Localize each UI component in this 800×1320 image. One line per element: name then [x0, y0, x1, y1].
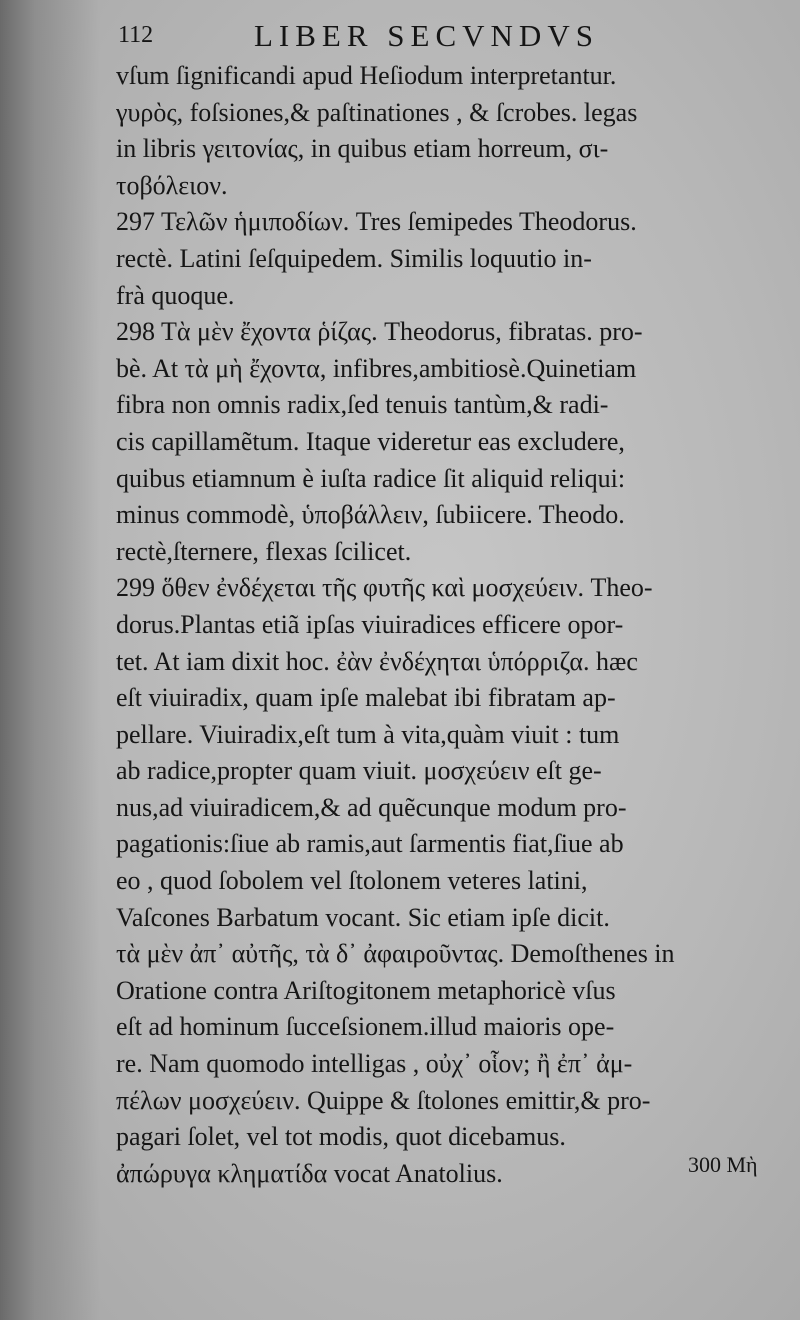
text-line: 298 Τὰ μὲν ἔχοντα ῥίζας. Theodorus, fibratas. pro- — [116, 317, 643, 347]
running-head — [118, 18, 678, 58]
text-line: re. Nam quomodo intelligas , οὐχ᾽ οἷον; ἢ ἐπ᾽ ἀμ- — [116, 1049, 633, 1079]
text-line: ἀπώρυγα κληματίδα vocat Anatolius. — [116, 1158, 503, 1188]
running-title: LIBER SECVNDVS — [254, 18, 599, 53]
text-line: vſum ſignificandi apud Heſiodum interpretantur. — [116, 61, 617, 90]
text-line: cis capillamẽtum. Itaque videretur eas excludere, — [116, 426, 625, 456]
text-line: rectè,ſternere, flexas ſcilicet. — [116, 536, 412, 566]
text-line: eſt ad hominum ſucceſsionem.illud maioris ope- — [116, 1012, 615, 1042]
text-line: minus commodè, ὑποβάλλειν, ſubiicere. Theodo. — [116, 500, 625, 530]
text-line: bè. At τὰ μὴ ἔχοντα, infibres,ambitiosè.Quinetiam — [116, 353, 637, 383]
text-line: πέλων μοσχεύειν. Quippe & ſtolones emittir,& pro- — [116, 1085, 651, 1115]
text-line: in libris γειτονίας, in quibus etiam horreum, σι- — [116, 134, 609, 164]
text-line: γυρὸς, foſsiones,& paſtinationes , & ſcrobes. legas — [116, 97, 638, 127]
text-line: ab radice,propter quam viuit. μοσχεύειν eſt ge- — [116, 756, 602, 786]
text-line: pagari ſolet, vel tot modis, quot dicebamus. — [116, 1122, 566, 1152]
text-line: rectè. Latini ſeſquipedem. Similis loquutio in- — [116, 243, 592, 273]
text-line: fibra non omnis radix,ſed tenuis tantùm,& radi- — [116, 390, 609, 420]
text-line: Vaſcones Barbatum vocant. Sic etiam ipſe dicit. — [116, 902, 610, 932]
text-line: pagationis:ſiue ab ramis,aut ſarmentis fiat,ſiue ab — [116, 829, 624, 859]
text-line: Oratione contra Ariſtogitonem metaphoricè vſus — [116, 975, 616, 1005]
page-number: 112 — [118, 22, 154, 48]
binding-gutter-shadow — [0, 0, 100, 1320]
text-line: τὰ μὲν ἀπ᾽ αὐτῆς, τὰ δ᾽ ἀφαιροῦντας. Demoſthenes in — [116, 939, 675, 969]
text-line: 297 Τελῶν ἡμιποδίων. Tres ſemipedes Theodorus. — [116, 207, 637, 237]
text-line: 299 ὅθεν ἐνδέχεται τῆς φυτῆς καὶ μοσχεύειν. Theo- — [116, 573, 653, 603]
text-line: eſt viuiradix, quam ipſe malebat ibi fibratam ap- — [116, 683, 616, 713]
text-line: nus,ad viuiradicem,& ad quẽcunque modum pro- — [116, 792, 627, 822]
text-line: quibus etiamnum è iuſta radice ſit aliquid reliqui: — [116, 463, 626, 493]
body-text — [116, 58, 768, 1192]
text-line: pellare. Viuiradix,eſt tum à vita,quàm viuit : tum — [116, 719, 620, 749]
text-line: eo , quod ſobolem vel ſtolonem veteres latini, — [116, 866, 588, 896]
text-line: τοβόλειον. — [116, 170, 228, 200]
text-line: frà quoque. — [116, 280, 235, 310]
text-line: dorus.Plantas etiã ipſas viuiradices efficere opor- — [116, 609, 624, 639]
catchword: 300 Mὴ — [688, 1152, 758, 1177]
text-line: tet. At iam dixit hoc. ἐὰν ἐνδέχηται ὑπόρριζα. hæc — [116, 646, 638, 676]
